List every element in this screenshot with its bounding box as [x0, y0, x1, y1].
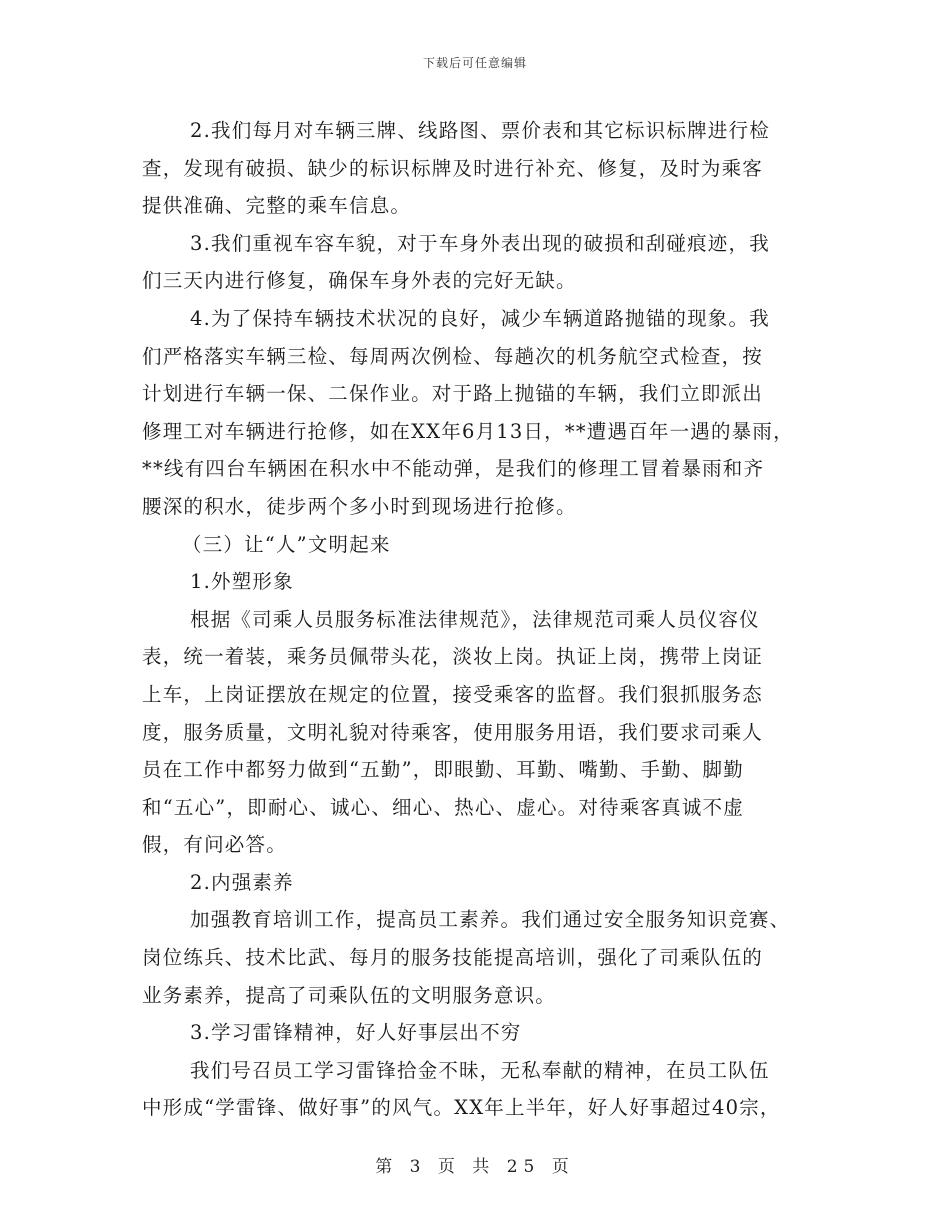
- page-number: 第 3 页 共 25 页: [375, 1157, 575, 1177]
- page-header-note: 下载后可任意编辑: [422, 56, 527, 70]
- text-line: 岗位练兵、技术比武、每月的服务技能提高培训，强化了司乘队伍的: [142, 946, 764, 970]
- document-body: [142, 112, 828, 1127]
- text-line: 和“五心”，即耐心、诚心、细心、热心、虚心。对待乘客真诚不虚: [142, 795, 744, 819]
- text-line: **线有四台车辆困在积水中不能动弹，是我们的修理工冒着暴雨和齐: [142, 457, 765, 481]
- text-line: （三）让“人”文明起来: [182, 532, 391, 556]
- text-line: 2.内强素养: [190, 870, 294, 894]
- text-line: 提供准确、完整的乘车信息。: [142, 194, 412, 218]
- text-line: 表，统一着装，乘务员佩带头花，淡妆上岗。执证上岗，携带上岗证: [142, 645, 764, 669]
- text-line: 度，服务质量，文明礼貌对待乘客，使用服务用语，我们要求司乘人: [142, 720, 764, 744]
- text-line: 加强教育培训工作，提高员工素养。我们通过安全服务知识竞赛、: [190, 908, 791, 932]
- text-line: 根据《司乘人员服务标准法律规范》，法律规范司乘人员仪容仪: [190, 607, 760, 631]
- text-line: 3.我们重视车容车貌，对于车身外表出现的破损和刮碰痕迹，我: [190, 231, 770, 255]
- text-line: 3.学习雷锋精神，好人好事层出不穷: [190, 1021, 522, 1045]
- text-line: 1.外塑形象: [190, 570, 294, 594]
- text-line: 员在工作中都努力做到“五勤”，即眼勤、耳勤、嘴勤、手勤、脚勤: [142, 758, 744, 782]
- text-line: 业务素养，提高了司乘队伍的文明服务意识。: [142, 983, 557, 1007]
- text-line: 修理工对车辆进行抢修，如在XX年6月13日，**遭遇百年一遇的暴雨，: [142, 419, 794, 443]
- text-line: 查，发现有破损、缺少的标识标牌及时进行补充、修复，及时为乘客: [142, 156, 764, 180]
- text-line: 计划进行车辆一保、二保作业。对于路上抛锚的车辆，我们立即派出: [142, 382, 764, 406]
- text-line: 上车，上岗证摆放在规定的位置，接受乘客的监督。我们狠抓服务态: [142, 682, 764, 706]
- text-line: 中形成“学雷锋、做好事”的风气。XX年上半年，好人好事超过40宗，: [142, 1096, 781, 1120]
- text-line: 我们号召员工学习雷锋拾金不昧，无私奉献的精神，在员工队伍: [190, 1058, 770, 1082]
- text-line: 4.为了保持车辆技术状况的良好，减少车辆道路抛锚的现象。我: [190, 306, 770, 330]
- text-line: 腰深的积水，徒步两个多小时到现场进行抢修。: [142, 494, 577, 518]
- text-line: 们三天内进行修复，确保车身外表的完好无缺。: [142, 269, 577, 293]
- text-line: 2.我们每月对车辆三牌、线路图、票价表和其它标识标牌进行检: [190, 119, 770, 142]
- text-line: 们严格落实车辆三检、每周两次例检、每趟次的机务航空式检查，按: [142, 344, 764, 368]
- text-line: 假，有问必答。: [142, 833, 287, 857]
